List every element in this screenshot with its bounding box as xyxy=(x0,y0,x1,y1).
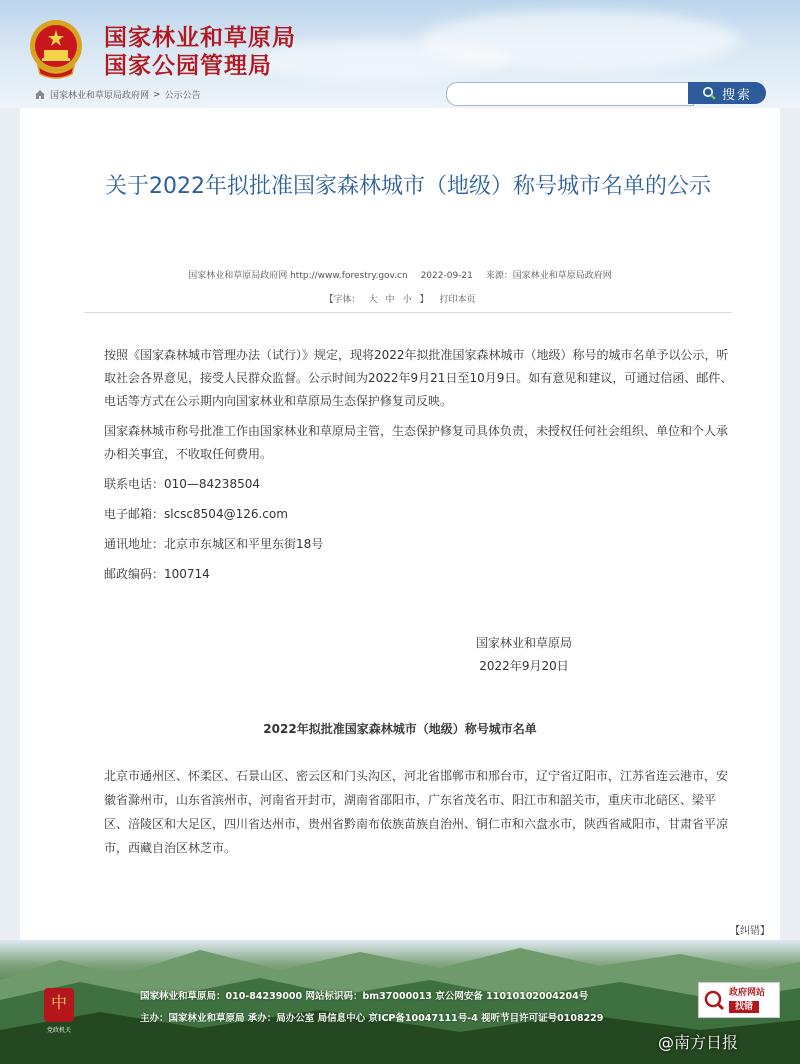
paragraph: 按照《国家森林城市管理办法（试行）》规定，现将2022年拟批准国家森林城市（地级）称号的城市名单予以公示，听取社会各界意见，接受人民群众监督。公示时间为2022年9月21日至10月9日。如有意见和建议，可通过信函、邮件、电话等方式在公示期内向国家林业和草原局生态保护修复司反映。 xyxy=(104,348,733,408)
breadcrumb-separator: > xyxy=(153,89,161,100)
article-body xyxy=(104,344,736,593)
contact-address: 通讯地址：北京市东城区和平里东街18号 xyxy=(104,537,324,551)
national-emblem-icon xyxy=(28,18,84,80)
article-origin: 来源：国家林业和草原局政府网 xyxy=(485,271,612,281)
search-input[interactable] xyxy=(446,82,694,106)
badge-label: 党政机关 xyxy=(46,1027,71,1034)
paragraph: 国家森林城市称号批准工作由国家林业和草原局主管，生态保护修复司具体负责，未授权任何社会组织、单位和个人承办相关事宜，不收取任何费用。 xyxy=(104,424,729,461)
gov-badge-title: 政府网站 xyxy=(729,988,766,998)
font-size-label: 【字体： xyxy=(324,295,361,305)
breadcrumb xyxy=(34,88,201,101)
contact-postcode: 邮政编码：100714 xyxy=(104,567,210,581)
gov-website-badge[interactable] xyxy=(698,982,780,1018)
breadcrumb-current[interactable]: 公示公告 xyxy=(164,91,201,101)
footer-line2: 主办：国家林业和草原局 承办：局办公室 局信息中心 京ICP备10047111号-4 视听节目许可证号0108229 xyxy=(140,1013,604,1024)
signature-date: 2022年9月20日 xyxy=(479,659,569,673)
org-title[interactable] xyxy=(104,24,296,80)
article-date: 2022-09-21 xyxy=(420,271,473,281)
org-name-line1: 国家林业和草原局 xyxy=(104,25,296,51)
city-list: 北京市通州区、怀柔区、石景山区、密云区和门头沟区，河北省邯郸市和邢台市，辽宁省辽阳市，江苏省连云港市，安徽省滁州市，山东省滨州市，河南省开封市，湖南省邵阳市，广东省茂名市、阳江市和韶关市，重庆市北碚区、梁平区、涪陵区和大足区，四川省达州市，贵州省黔南布依族苗族自治州、铜仁市和六盘水市，陕西省咸阳市，甘肃省平凉市，西藏自治区林芝市。 xyxy=(104,769,729,855)
site-header xyxy=(0,0,800,108)
search-icon xyxy=(702,86,716,100)
print-button[interactable]: 打印本页 xyxy=(439,295,476,305)
contact-email: 电子邮箱：slcsc8504@126.com xyxy=(104,507,288,521)
home-icon[interactable] xyxy=(34,89,46,100)
party-government-badge-icon[interactable]: 中 xyxy=(44,988,74,1022)
article-tools xyxy=(20,292,780,305)
weibo-watermark xyxy=(658,1030,738,1053)
article-source-site: 国家林业和草原局政府网 http://www.forestry.gov.cn xyxy=(188,271,408,281)
font-large-button[interactable]: 大 xyxy=(368,295,378,305)
search-button-label: 搜索 xyxy=(721,87,752,103)
font-size-close: 】 xyxy=(419,295,429,305)
list-title: 2022年拟批准国家森林城市（地级）称号城市名单 xyxy=(263,722,537,736)
font-small-button[interactable]: 小 xyxy=(402,295,412,305)
article-panel xyxy=(20,108,780,940)
contact-phone: 联系电话：010—84238504 xyxy=(104,477,260,491)
font-medium-button[interactable]: 中 xyxy=(385,295,395,305)
magnifier-icon xyxy=(703,989,725,1011)
footer-line1: 国家林业和草原局：010-84239000 网站标识码：bm37000013 京公网安备 11010102004204号 xyxy=(140,991,589,1002)
signature-org: 国家林业和草原局 xyxy=(476,636,573,650)
breadcrumb-home-link[interactable]: 国家林业和草原局政府网 xyxy=(50,91,150,101)
article-meta xyxy=(20,268,780,281)
divider xyxy=(84,312,732,313)
org-name-line2: 国家公园管理局 xyxy=(104,53,272,79)
gov-badge-button: 找错 xyxy=(729,1001,759,1013)
signature xyxy=(476,632,572,678)
watermark-text: @南方日报 xyxy=(658,1033,739,1052)
search-button[interactable] xyxy=(688,82,766,104)
article-title: 关于2022年拟批准国家森林城市（地级）称号城市名单的公示 xyxy=(105,174,711,199)
correction-link[interactable]: 【纠错】 xyxy=(730,926,770,937)
